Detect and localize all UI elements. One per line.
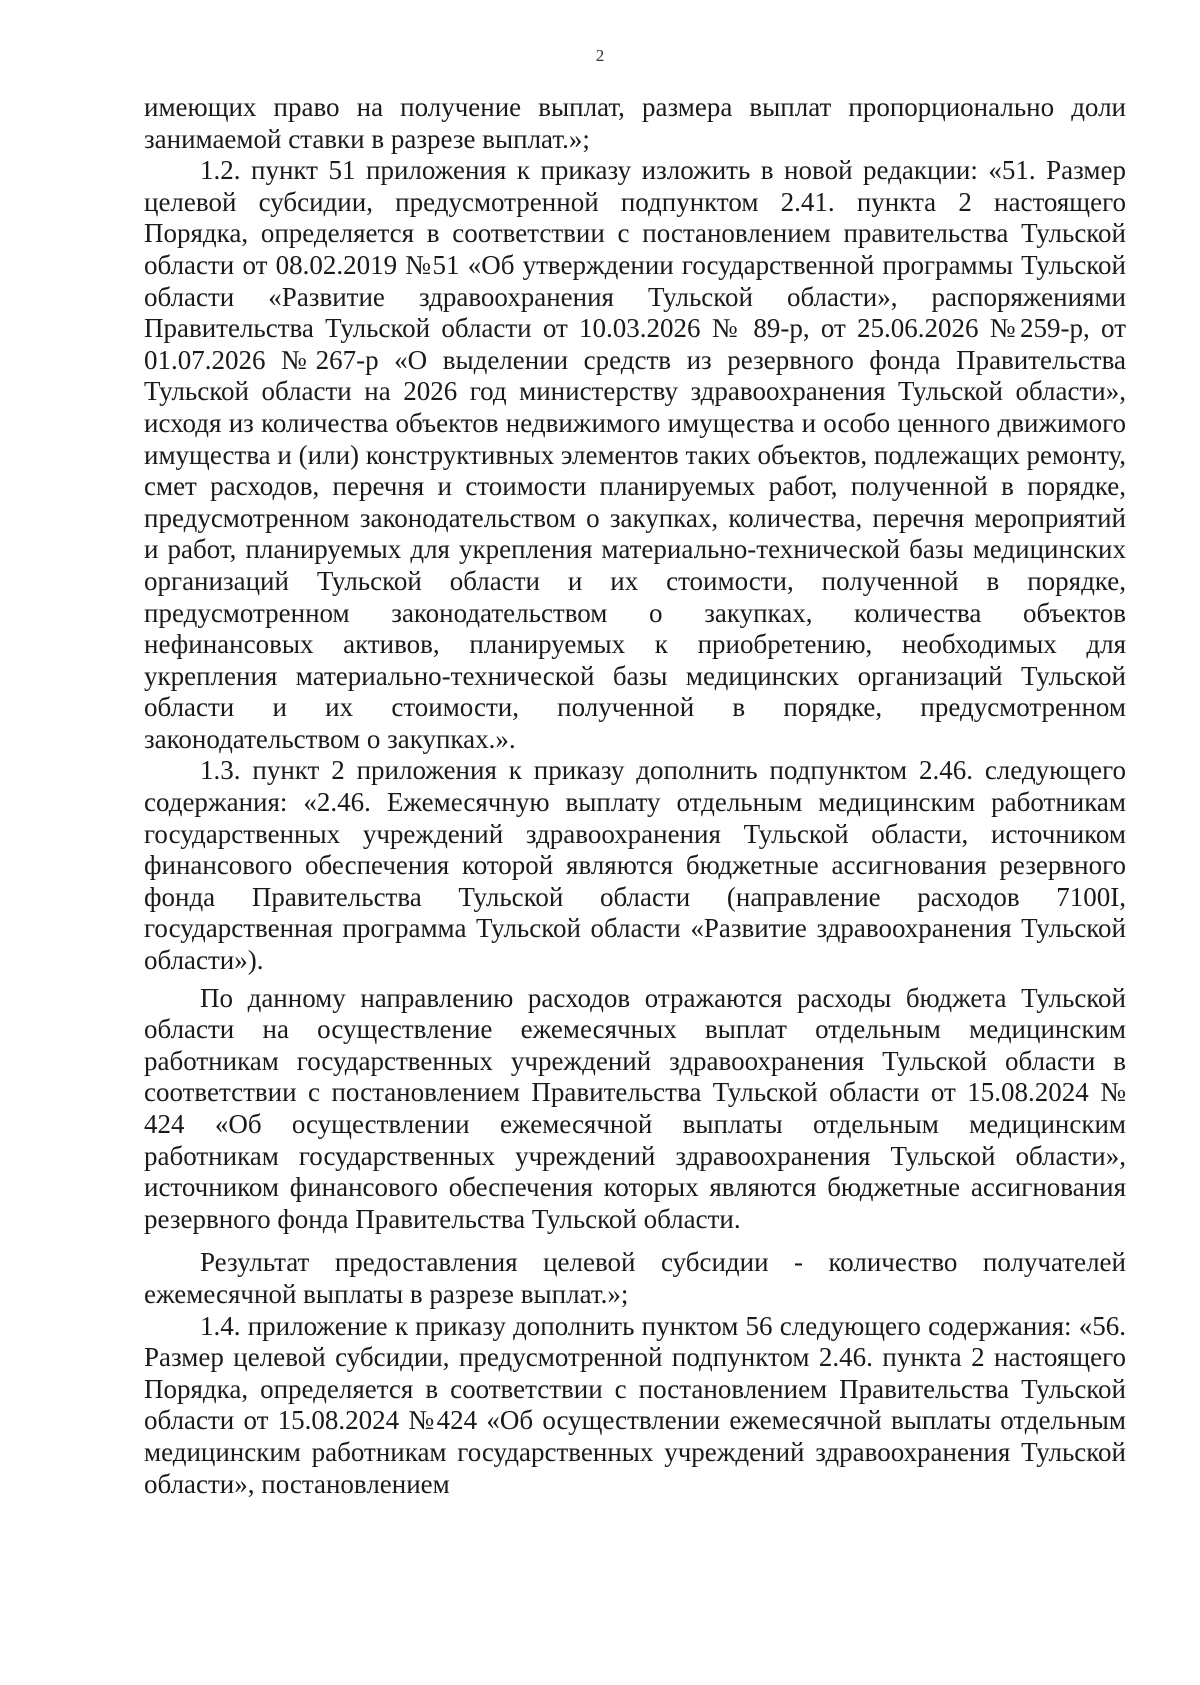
document-body: [144, 92, 1126, 1500]
paragraph-continuation: имеющих право на получение выплат, размера выплат пропорционально доли занимаемой ставки в разрезе выплат.»;: [144, 92, 1126, 154]
paragraph-item-1-4: 1.4. приложение к приказу дополнить пунктом 56 следующего содержания: «56. Размер целевой субсидии, предусмотренной подпунктом 2.46. пункта 2 настоящего Порядка, определяется в соответствии с постановлением Правительства Тульской области от 15.08.2024 №424 «Об осуществлении ежемесячной выплаты отдельным медицинским работникам государственных учреждений здравоохранения Тульской области», постановлением: [144, 1310, 1126, 1499]
paragraph-subsidy-result: Результат предоставления целевой субсидии - количество получателей ежемесячной выплаты в разрезе выплат.»;: [144, 1247, 1126, 1309]
paragraph-expense-direction: По данному направлению расходов отражаются расходы бюджета Тульской области на осуществление ежемесячных выплат отдельным медицинским работникам государственных учреждений здравоохранения Тульской области в соответствии с постановлением Правительства Тульской области от 15.08.2024 № 424 «Об осуществлении ежемесячной выплаты отдельным медицинским работникам государственных учреждений здравоохранения Тульской области», источником финансового обеспечения которых являются бюджетные ассигнования резервного фонда Правительства Тульской области.: [144, 982, 1126, 1234]
paragraph-item-1-2: 1.2. пункт 51 приложения к приказу изложить в новой редакции: «51. Размер целевой субсидии, предусмотренной подпунктом 2.41. пункта 2 настоящего Порядка, определяется в соответствии с постановлением правительства Тульской области от 08.02.2019 №51 «Об утверждении государственной программы Тульской области «Развитие здравоохранения Тульской области», распоряжениями Правительства Тульской области от 10.03.2026 № 89-р, от 25.06.2026 №259-р, от 01.07.2026 №267-р «О выделении средств из резервного фонда Правительства Тульской области на 2026 год министерству здравоохранения Тульской области», исходя из количества объектов недвижимого имущества и особо ценного движимого имущества и (или) конструктивных элементов таких объектов, подлежащих ремонту, смет расходов, перечня и стоимости планируемых работ, полученной в порядке, предусмотренном законодательством о закупках, количества, перечня мероприятий и работ, планируемых для укрепления материально-технической базы медицинских организаций Тульской области и их стоимости, полученной в порядке, предусмотренном законодательством о закупках, количества объектов нефинансовых активов, планируемых к приобретению, необходимых для укрепления материально-технической базы медицинских организаций Тульской области и их стоимости, полученной в порядке, предусмотренном законодательством о закупках.».: [144, 155, 1126, 754]
paragraph-item-1-3: 1.3. пункт 2 приложения к приказу дополнить подпунктом 2.46. следующего содержания: «2.46. Ежемесячную выплату отдельным медицинским работникам государственных учреждений здравоохранения Тульской области, источником финансового обеспечения которой являются бюджетные ассигнования резервного фонда Правительства Тульской области (направление расходов 7100I, государственная программа Тульской области «Развитие здравоохранения Тульской области»).: [144, 755, 1126, 976]
page-number: 2: [595, 46, 605, 65]
